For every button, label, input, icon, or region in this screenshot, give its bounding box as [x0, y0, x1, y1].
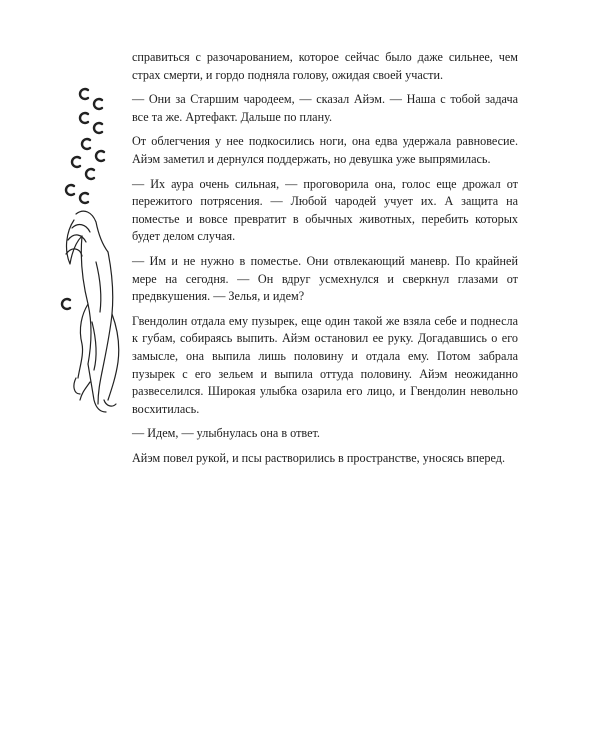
horse-hoofprints-illustration: [52, 82, 132, 422]
paragraph: Гвендолин отдала ему пузырек, еще один такой же взяла себе и поднесла к губам, собираясь выпить. Айэм остановил ее руку. Догадавшись о его замысле, она выпила лишь половину и отдала ему. Потом забрала пузырек с его зельем и выпила оттуда половину. Айэм неожиданно развеселился. Широкая улыбка озарила его лицо, и Гвендолин невольно восхитилась.: [132, 313, 518, 416]
hoofprint-icon: [72, 157, 80, 167]
paragraph: Айэм повел рукой, и псы растворились в пространстве, уносясь вперед.: [132, 450, 506, 465]
hoofprint-icon: [94, 123, 102, 133]
paragraph: — Идем, — улыбнулась она в ответ.: [132, 426, 320, 441]
hoofprint-icon: [96, 151, 104, 161]
hoofprint-icon: [80, 89, 88, 99]
paragraph: справиться с разочарованием, которое сейчас было даже сильнее, чем страх смерти, и гордо подняла голову, ожидая своей участи.: [132, 50, 518, 82]
hoofprint-icon: [80, 113, 88, 123]
hoofprint-icon: [80, 193, 88, 203]
hoofprint-icon: [86, 169, 94, 179]
paragraph: — Им и не нужно в поместье. Они отвлекающий маневр. По крайней мере на сегодня. — Он вдруг усмехнулся и сверкнул глазами от предвкушения. — Зелья, и идем?: [132, 253, 518, 304]
hoofprint-icon: [66, 185, 74, 195]
hoofprint-icon: [62, 299, 70, 309]
hoofprint-icon: [94, 99, 102, 109]
paragraph: — Они за Старшим чародеем, — сказал Айэм. — Наша с тобой задача все та же. Артефакт. Дальше по плану.: [132, 92, 518, 124]
hoofprint-icon: [82, 139, 90, 149]
paragraph: От облегчения у нее подкосились ноги, она едва удержала равновесие. Айэм заметил и дернулся поддержать, но девушка уже выпрямилась.: [132, 134, 518, 166]
horse-icon: [66, 211, 119, 412]
chapter-text: [132, 49, 518, 474]
paragraph: — Их аура очень сильная, — проговорила она, голос еще дрожал от пережитого потрясения. — Любой чародей учует их. А защита на поместье и вовсе превратит в обычных животных, перебить которых будет делом случая.: [132, 176, 518, 244]
